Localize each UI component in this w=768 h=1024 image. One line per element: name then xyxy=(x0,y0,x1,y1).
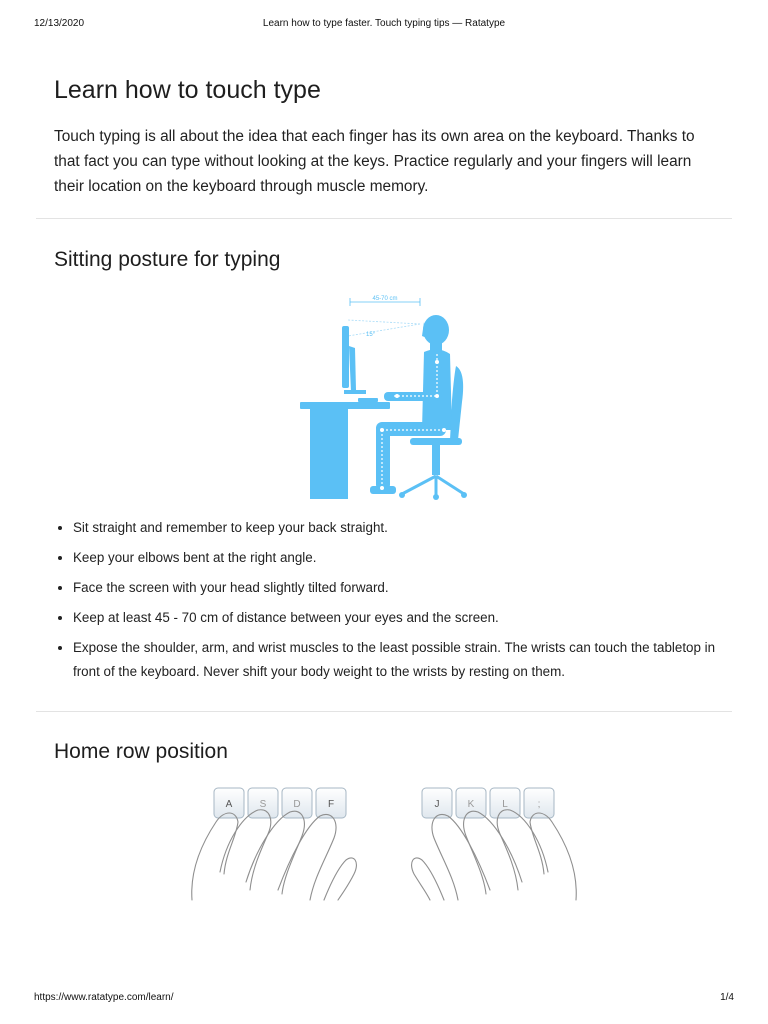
list-item: • Keep your elbows bent at the right angle. xyxy=(73,546,733,570)
print-date: 12/13/2020 xyxy=(34,18,85,29)
intro-paragraph: Touch typing is all about the idea that each finger has its own area on the keyboard. Thanks to that fact you can type without looking at the keys. Practice regularly and your fingers will learn their location on the keyboard through muscle memory. xyxy=(54,128,695,195)
key-label: A xyxy=(225,799,233,810)
list-item: • Sit straight and remember to keep your back straight. xyxy=(73,516,733,540)
right-home-keys xyxy=(422,788,554,818)
key-label: J xyxy=(434,799,440,810)
home-row-heading: Home row position xyxy=(54,740,228,763)
print-page-title: Learn how to type faster. Touch typing tips — Ratatype xyxy=(262,18,506,29)
main-heading: Learn how to touch type xyxy=(54,76,321,104)
list-item: • Expose the shoulder, arm, and wrist muscles to the least possible strain. The wrists can touch the tabletop in front of the keyboard. Never shift your body weight to the wrists by resting on them. xyxy=(73,636,733,684)
list-item: • Face the screen with your head slightly tilted forward. xyxy=(73,576,733,600)
print-header xyxy=(34,18,734,32)
key-label: D xyxy=(293,799,301,810)
left-home-keys xyxy=(214,788,346,818)
list-item: • Keep at least 45 - 70 cm of distance between your eyes and the screen. xyxy=(73,606,733,630)
key-label: L xyxy=(502,799,508,810)
key-label: S xyxy=(259,799,267,810)
angle-label: 15° xyxy=(366,332,376,338)
print-footer xyxy=(34,992,734,1006)
page-number: 1/4 xyxy=(720,992,734,1003)
sitting-posture-illustration xyxy=(298,290,468,502)
distance-label: 45-70 cm xyxy=(372,296,398,302)
page-url: https://www.ratatype.com/learn/ xyxy=(34,992,174,1003)
key-label: K xyxy=(467,799,475,810)
right-hand-outline xyxy=(412,810,577,900)
section-divider xyxy=(36,218,732,219)
home-row-hands-illustration xyxy=(186,782,582,902)
posture-heading: Sitting posture for typing xyxy=(54,248,281,271)
key-label: F xyxy=(327,799,335,810)
section-divider xyxy=(36,711,732,712)
left-hand-outline xyxy=(192,810,357,900)
posture-tips-list xyxy=(54,516,733,690)
key-label: ; xyxy=(537,799,541,810)
